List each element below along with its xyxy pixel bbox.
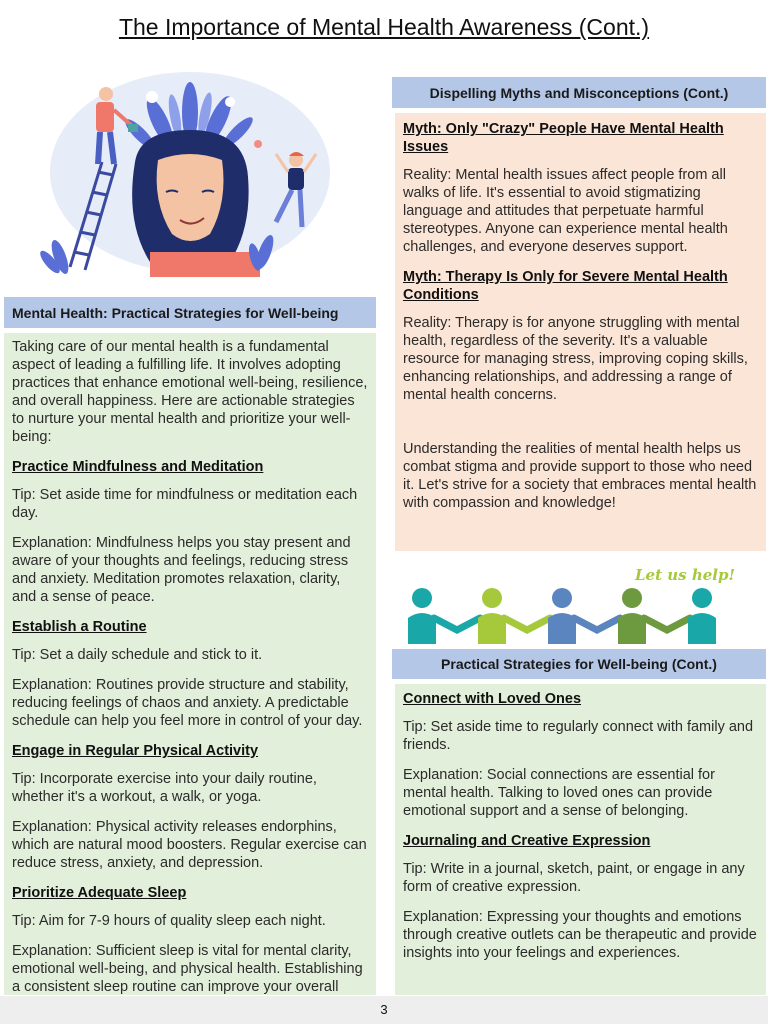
tip-paragraph: Tip: Write in a journal, sketch, paint, or engage in any form of creative expression. — [403, 861, 745, 895]
explanation-paragraph: Explanation: Mindfulness helps you stay present and aware of your thoughts and feelings, reducing stress and anxiety. Meditation promotes relaxation, clarity, and a sense of peace. — [12, 535, 351, 605]
explanation-label: Explanation — [403, 909, 479, 925]
tip-label: Tip — [12, 913, 32, 929]
tip-text: Set a daily schedule and stick to it. — [39, 647, 263, 663]
tip-label: Tip — [403, 861, 423, 877]
tip-paragraph: Tip: Incorporate exercise into your daily routine, whether it's a workout, a walk, or yoga. — [12, 771, 317, 805]
explanation-text: Physical activity releases endorphins, which are natural mood boosters. Regular exercise can reduce stress, anxiety, and depression. — [12, 819, 367, 871]
page-footer — [0, 996, 768, 1024]
explanation-label: Explanation — [12, 943, 88, 959]
left-section-header-text: Mental Health: Practical Strategies for Well-being — [12, 304, 339, 321]
explanation-text: Mindfulness helps you stay present and aware of your thoughts and feelings, reducing stress and anxiety. Meditation promotes relaxation, clarity, and a sense of peace. — [12, 535, 351, 605]
left-section-header — [4, 297, 376, 328]
tip-label: Tip — [403, 719, 423, 735]
explanation-paragraph: Explanation: Expressing your thoughts and emotions through creative outlets can be therapeutic and provide insights into your feelings and experiences. — [403, 909, 757, 961]
explanation-text: Sufficient sleep is vital for mental clarity, emotional well-being, and physical health. Establishing a consistent sleep routine can improve your overall — [12, 943, 363, 995]
tip-text: Set aside time for mindfulness or meditation each day. — [12, 487, 358, 521]
person-figure — [688, 588, 716, 644]
tip-paragraph: Tip: Set a daily schedule and stick to it. — [12, 647, 263, 663]
reality-label: Reality — [403, 167, 448, 183]
right-section-header-text: Practical Strategies for Well-being (Cont.) — [441, 656, 717, 672]
explanation-label: Explanation — [12, 677, 88, 693]
section-heading: Prioritize Adequate Sleep — [12, 885, 187, 901]
person-figure — [548, 588, 620, 644]
reality-paragraph: Reality: Mental health issues affect people from all walks of life. It's essential to avoid stigmatizing language and attitudes that perpetuate harmful stereotypes. Anyone can experience mental health challenges, and everyone deserves support. — [403, 167, 728, 255]
person-figure — [408, 588, 480, 644]
tip-paragraph: Tip: Set aside time for mindfulness or meditation each day. — [12, 487, 358, 521]
explanation-paragraph: Explanation: Social connections are essential for mental health. Talking to loved ones can provide emotional support and a sense of belonging. — [403, 767, 715, 819]
person-figure — [618, 588, 690, 644]
page-title: The Importance of Mental Health Awareness (Cont.) — [118, 14, 650, 40]
explanation-label: Explanation — [12, 535, 88, 551]
tip-label: Tip — [12, 487, 32, 503]
right-strategies-panel — [395, 684, 766, 995]
tip-paragraph: Tip: Aim for 7-9 hours of quality sleep each night. — [12, 913, 326, 929]
explanation-text: Expressing your thoughts and emotions through creative outlets can be therapeutic and provide insights into your feelings and experiences. — [403, 909, 757, 961]
myths-section-header-text: Dispelling Myths and Misconceptions (Cont.) — [429, 84, 729, 101]
tip-label: Tip — [12, 771, 32, 787]
explanation-paragraph: Explanation: Sufficient sleep is vital for mental clarity, emotional well-being, and physical health. Establishing a consistent sleep routine can improve your overall — [12, 942, 368, 1014]
tip-text: Aim for 7-9 hours of quality sleep each night. — [38, 913, 326, 929]
section-heading: Engage in Regular Physical Activity — [12, 743, 259, 759]
section-heading: Establish a Routine — [12, 619, 147, 635]
myths-panel — [395, 113, 766, 551]
tip-text: Incorporate exercise into your daily routine, whether it's a workout, a walk, or yoga. — [12, 771, 317, 805]
section-heading: Connect with Loved Ones — [403, 691, 582, 707]
myth-heading: Myth: Therapy Is Only for Severe Mental Health Conditions — [403, 269, 728, 303]
explanation-text: Social connections are essential for mental health. Talking to loved ones can provide emotional support and a sense of belonging. — [403, 767, 715, 819]
reality-paragraph: Reality: Therapy is for anyone struggling with mental health, regardless of the severity. It's a valuable resource for managing stress, improving coping skills, enhancing relationships, and addressing a range of mental health concerns. — [403, 315, 748, 403]
explanation-label: Explanation — [12, 819, 88, 835]
explanation-paragraph: Explanation: Routines provide structure and stability, reducing feelings of chaos and anxiety. A predictable schedule can help you feel more in control of your day. — [12, 677, 363, 729]
lets-help-text: Let us help! — [635, 566, 736, 584]
tip-paragraph: Tip: Set aside time to regularly connect with family and friends. — [403, 719, 754, 753]
tip-text: Write in a journal, sketch, paint, or engage in any form of creative expression. — [403, 861, 745, 895]
reality-text: Mental health issues affect people from all walks of life. It's essential to avoid stigmatizing language and attitudes that perpetuate harmful stereotypes. Anyone can experience mental health challenges, and everyone deserves support. — [403, 167, 728, 255]
reality-text: Therapy is for anyone struggling with mental health, regardless of the severity. It's a valuable resource for managing stress, improving coping skills, enhancing relationships, and addressing a range of mental health concerns. — [403, 315, 748, 403]
mental-health-illustration — [40, 52, 340, 277]
myths-section-header — [392, 77, 766, 108]
person-figure — [478, 588, 550, 644]
page-number: 3 — [380, 1002, 388, 1017]
explanation-label: Explanation — [403, 767, 479, 783]
tip-text: Set aside time to regularly connect with family and friends. — [403, 719, 754, 753]
section-heading: Journaling and Creative Expression — [403, 833, 651, 849]
tip-label: Tip — [12, 647, 32, 663]
people-holding-hands-image — [400, 560, 760, 650]
left-strategies-panel — [4, 333, 376, 995]
myths-conclusion: Understanding the realities of mental health helps us combat stigma and provide support to those who need it. Let's strive for a society that embraces mental health with compassion and knowledge! — [403, 441, 757, 511]
section-heading: Practice Mindfulness and Meditation — [12, 459, 264, 475]
right-section-header — [392, 649, 766, 679]
reality-label: Reality — [403, 315, 448, 331]
explanation-text: Routines provide structure and stability, reducing feelings of chaos and anxiety. A predictable schedule can help you feel more in control of your day. — [12, 677, 363, 729]
intro-paragraph: Taking care of our mental health is a fundamental aspect of leading a fulfilling life. It involves adopting practices that enhance emotional well-being, resilience, and overall happiness. Here are actionable strategies to nurture your mental health and prioritize your well-being: — [12, 339, 368, 445]
myth-heading: Myth: Only "Crazy" People Have Mental Health Issues — [403, 121, 724, 155]
explanation-paragraph: Explanation: Physical activity releases endorphins, which are natural mood boosters. Regular exercise can reduce stress, anxiety, and depression. — [12, 819, 367, 871]
